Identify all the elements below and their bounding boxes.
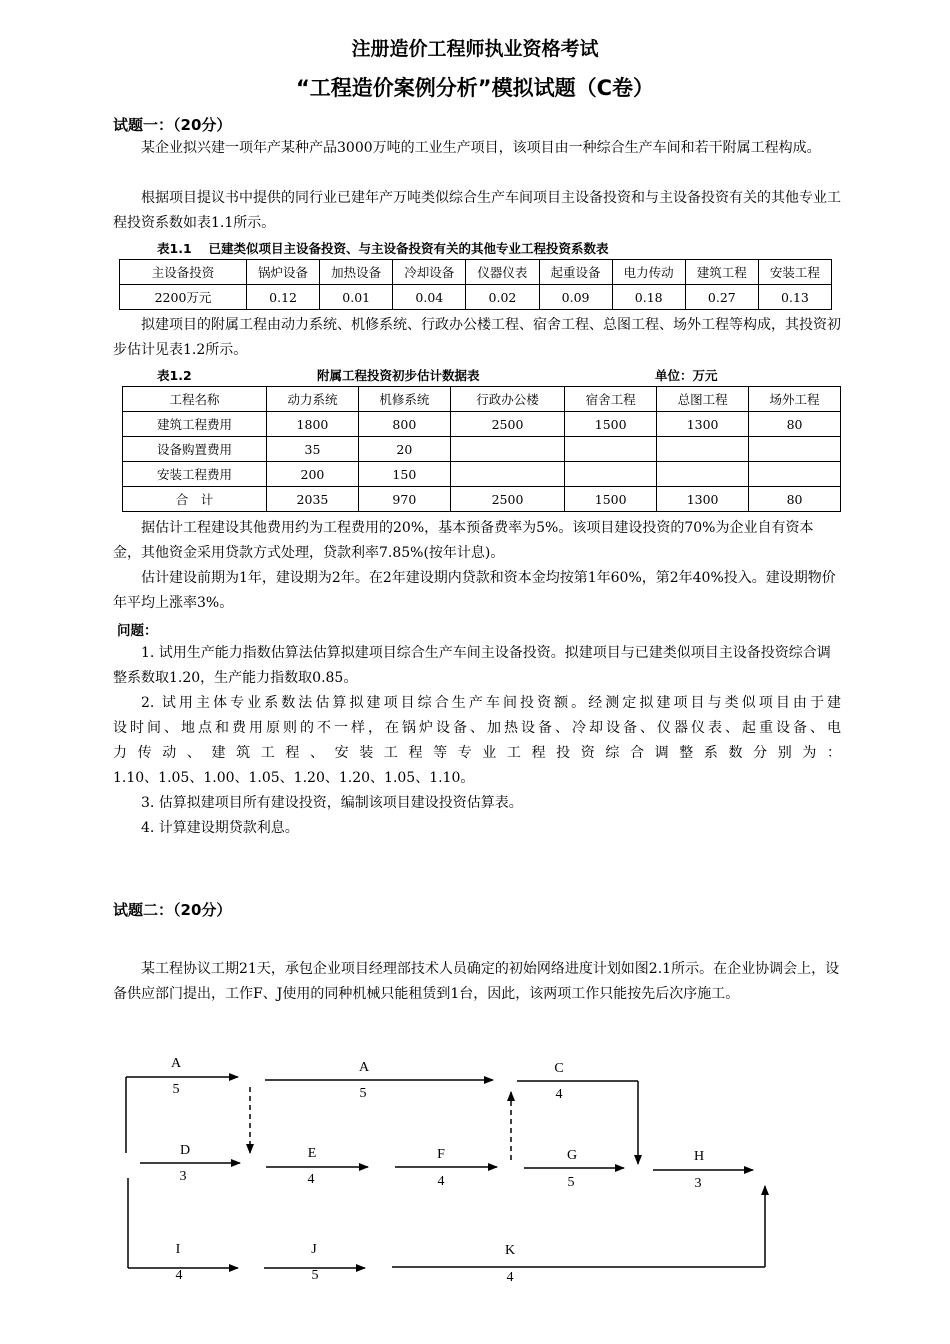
table2-header-cell: 总图工程 [657, 387, 749, 412]
table2-cell: 970 [358, 487, 450, 512]
network-diagram [0, 1040, 950, 1300]
activity-name: I [175, 1242, 181, 1257]
table2-cell: 安装工程费用 [123, 462, 267, 487]
table1-header-cell: 安装工程 [758, 260, 831, 285]
table1-header-cell: 仪器仪表 [466, 260, 539, 285]
table2-caption-title: 附属工程投资初步估计数据表 [317, 368, 480, 383]
q1-para5: 估计建设前期为1年，建设期为2年。在2年建设期内贷款和资本金均按第1年60%，第2年40%投入。建设期物价年平均上涨率3%。 [113, 570, 836, 611]
table2 [122, 386, 841, 512]
table-row [123, 462, 841, 487]
table2-cell [565, 437, 657, 462]
table2-cell: 80 [749, 412, 841, 437]
q1-heading: 试题一：（20分） [113, 116, 232, 134]
activity-name: A [170, 1056, 182, 1071]
table1-cell: 0.01 [320, 285, 393, 310]
table2-cell: 80 [749, 487, 841, 512]
table1-cell: 0.13 [758, 285, 831, 310]
activity-duration: 5 [172, 1082, 180, 1097]
activity-duration: 3 [694, 1176, 702, 1191]
activity-name: A [358, 1060, 370, 1075]
table2-cell [749, 437, 841, 462]
table2-cell: 2500 [450, 412, 564, 437]
table2-cell: 1800 [267, 412, 359, 437]
table2-cell [450, 462, 564, 487]
activity-duration: 5 [311, 1268, 319, 1283]
q1-para2: 根据项目提议书中提供的同行业已建年产万吨类似综合生产车间项目主设备投资和与主设备投资有关的其他专业工程投资系数如表1.1所示。 [113, 190, 841, 231]
activity-name: D [179, 1143, 191, 1158]
table2-cell [450, 437, 564, 462]
table2-cell [565, 462, 657, 487]
table2-cell: 35 [267, 437, 359, 462]
table2-cell: 1300 [657, 487, 749, 512]
table2-cell: 1500 [565, 412, 657, 437]
activity-duration: 5 [567, 1175, 575, 1190]
activity-name: E [307, 1146, 317, 1161]
activity-duration: 4 [175, 1268, 183, 1283]
table1-header-cell: 主设备投资 [120, 260, 247, 285]
table2-header-cell: 行政办公楼 [450, 387, 564, 412]
question-2-line-1: 2. 试用主体专业系数法估算拟建项目综合生产车间投资额。经测定拟建项目与类似项目由于建 [141, 695, 841, 711]
question-3: 3. 估算拟建项目所有建设投资，编制该项目建设投资估算表。 [141, 795, 523, 811]
activity-name: F [437, 1147, 445, 1162]
table2-cell: 设备购置费用 [123, 437, 267, 462]
activity-name: K [504, 1243, 516, 1258]
table1-cell: 2200万元 [120, 285, 247, 310]
table2-cell: 1500 [565, 487, 657, 512]
table1-header-cell: 建筑工程 [685, 260, 758, 285]
table1-cell: 0.04 [393, 285, 466, 310]
table-row [123, 437, 841, 462]
table1-cell: 0.12 [247, 285, 320, 310]
activity-name: J [311, 1242, 317, 1257]
table2-cell: 1300 [657, 412, 749, 437]
table1-cell: 0.09 [539, 285, 612, 310]
table2-cell: 150 [358, 462, 450, 487]
table2-cell [657, 462, 749, 487]
table2-header-cell: 场外工程 [749, 387, 841, 412]
table2-cell: 建筑工程费用 [123, 412, 267, 437]
activity-duration: 4 [307, 1172, 315, 1187]
question-2-line-4: 1.10、1.05、1.00、1.05、1.20、1.20、1.05、1.10。 [113, 770, 475, 786]
table-row [123, 412, 841, 437]
table2-cell: 合 计 [123, 487, 267, 512]
table1-cell: 0.27 [685, 285, 758, 310]
activity-name: G [566, 1148, 578, 1163]
table1-header-cell: 电力传动 [612, 260, 685, 285]
table2-cell: 800 [358, 412, 450, 437]
table2-cell: 2035 [267, 487, 359, 512]
table2-cell: 20 [358, 437, 450, 462]
activity-duration: 4 [506, 1270, 514, 1285]
q1-para1: 某企业拟兴建一项年产某种产品3000万吨的工业生产项目，该项目由一种综合生产车间和若干附属工程构成。 [141, 140, 821, 156]
q2-heading: 试题二：（20分） [113, 901, 232, 919]
paper-title: “工程造价案例分析”模拟试题（C卷） [295, 76, 654, 100]
table1-header-cell: 起重设备 [539, 260, 612, 285]
table1-header-cell: 锅炉设备 [247, 260, 320, 285]
activity-duration: 4 [555, 1087, 563, 1102]
table1-caption: 表1.1 已建类似项目主设备投资、与主设备投资有关的其他专业工程投资系数表 [157, 241, 609, 256]
table1-header-cell: 冷却设备 [393, 260, 466, 285]
table2-header-cell: 工程名称 [123, 387, 267, 412]
table2-header-row [123, 387, 841, 412]
q1-para4: 据估计工程建设其他费用约为工程费用的20%，基本预备费率为5%。该项目建设投资的70%为企业自有资本金，其他资金采用贷款方式处理，贷款利率7.85%(按年计息)。 [113, 520, 814, 561]
question-4: 4. 计算建设期贷款利息。 [141, 820, 299, 836]
q1-para3: 拟建项目的附属工程由动力系统、机修系统、行政办公楼工程、宿舍工程、总图工程、场外工程等构成，其投资初步估计见表1.2所示。 [113, 317, 841, 358]
activity-duration: 4 [437, 1174, 445, 1189]
table2-cell [749, 462, 841, 487]
question-2-line-3: 力传动、建筑工程、安装工程等专业工程投资综合调整系数分别为： [113, 745, 841, 761]
table2-header-cell: 动力系统 [267, 387, 359, 412]
table2-cell: 2500 [450, 487, 564, 512]
table-row-total [123, 487, 841, 512]
table1-cell: 0.02 [466, 285, 539, 310]
table2-caption-unit: 单位：万元 [655, 368, 718, 383]
table1-header-cell: 加热设备 [320, 260, 393, 285]
table2-cell: 200 [267, 462, 359, 487]
table2-cell [657, 437, 749, 462]
activity-duration: 5 [359, 1086, 367, 1101]
activity-name: H [693, 1149, 705, 1164]
table1-cell: 0.18 [612, 285, 685, 310]
question-2-line-2: 设时间、地点和费用原则的不一样，在锅炉设备、加热设备、冷却设备、仪器仪表、起重设备、电 [113, 720, 841, 736]
table2-caption-number: 表1.2 [157, 368, 192, 383]
question-1: 1. 试用生产能力指数估算法估算拟建项目综合生产车间主设备投资。拟建项目与已建类似项目主设备投资综合调整系数取1.20，生产能力指数取0.85。 [113, 645, 831, 686]
activity-name: C [554, 1061, 564, 1076]
table1 [119, 259, 832, 310]
table2-header-cell: 宿舍工程 [565, 387, 657, 412]
activity-duration: 3 [179, 1169, 187, 1184]
q2-para1: 某工程协议工期21天，承包企业项目经理部技术人员确定的初始网络进度计划如图2.1所示。在企业协调会上，设备供应部门提出，工作F、J使用的同种机械只能租赁到1台，因此，该两项工作只能按先后次序施工。 [113, 961, 840, 1002]
table1-value-row [120, 285, 832, 310]
table2-header-cell: 机修系统 [358, 387, 450, 412]
table1-header-row [120, 260, 832, 285]
questions-label: 问题： [117, 623, 158, 639]
exam-title: 注册造价工程师执业资格考试 [351, 38, 599, 60]
